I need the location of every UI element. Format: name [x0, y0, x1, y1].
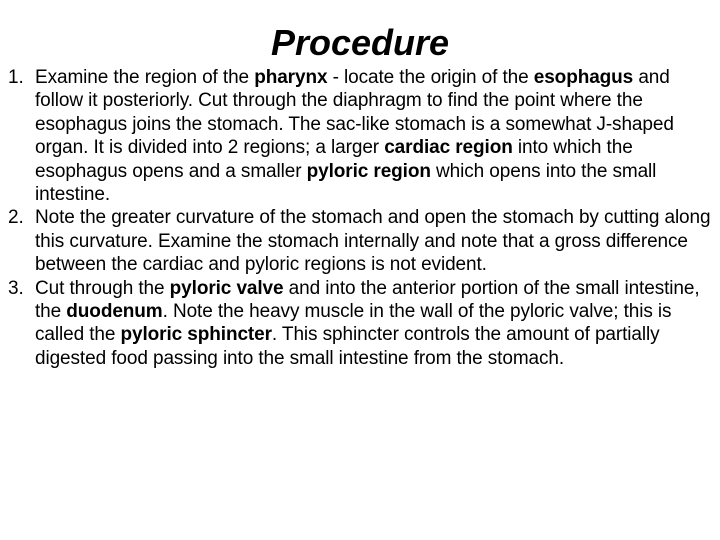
step-text: . Note the heavy muscle in the wall of the pyloric valve; this is called the [35, 301, 672, 346]
step-number: 2. [8, 207, 24, 229]
step-text: which opens into the small intestine. [35, 160, 657, 206]
procedure-step-1 [8, 66, 718, 206]
step-text: into which the esophagus opens and a smaller [35, 137, 633, 182]
step-text: and follow it posteriorly. Cut through the diaphragm to find the point where the esophagus joins the stomach. The sac-like stomach is a somewhat J-shaped organ. It is divided into 2 regions; a larger [35, 67, 674, 159]
term-pyloric-valve: pyloric valve [169, 277, 284, 299]
step-text: . This sphincter controls the amount of partially digested food passing into the small intestine from the stomach. [35, 324, 660, 369]
procedure-step-3 [8, 277, 718, 371]
step-text: - locate the origin of the [327, 67, 534, 88]
step-text: Note the greater curvature of the stomach and open the stomach by cutting along this curvature. Examine the stomach internally and note that a gross difference between the cardiac and pyloric regions is not evident. [35, 207, 711, 276]
term-pyloric-region: pyloric region [306, 160, 431, 182]
term-esophagus: esophagus [533, 67, 634, 88]
term-pharynx: pharynx [254, 67, 328, 88]
procedure-list [8, 66, 718, 370]
step-text: Examine the region of the [35, 67, 255, 88]
procedure-step-2 [8, 206, 718, 276]
page-title: Procedure [270, 22, 450, 63]
term-cardiac-region: cardiac region [384, 137, 513, 159]
step-number: 3. [8, 277, 24, 299]
term-pyloric-sphincter: pyloric sphincter [120, 324, 272, 346]
term-duodenum: duodenum [66, 301, 163, 323]
step-text: Cut through the [35, 277, 170, 299]
step-text: and into the anterior portion of the small intestine, the [35, 277, 700, 323]
step-number: 1. [8, 67, 24, 88]
